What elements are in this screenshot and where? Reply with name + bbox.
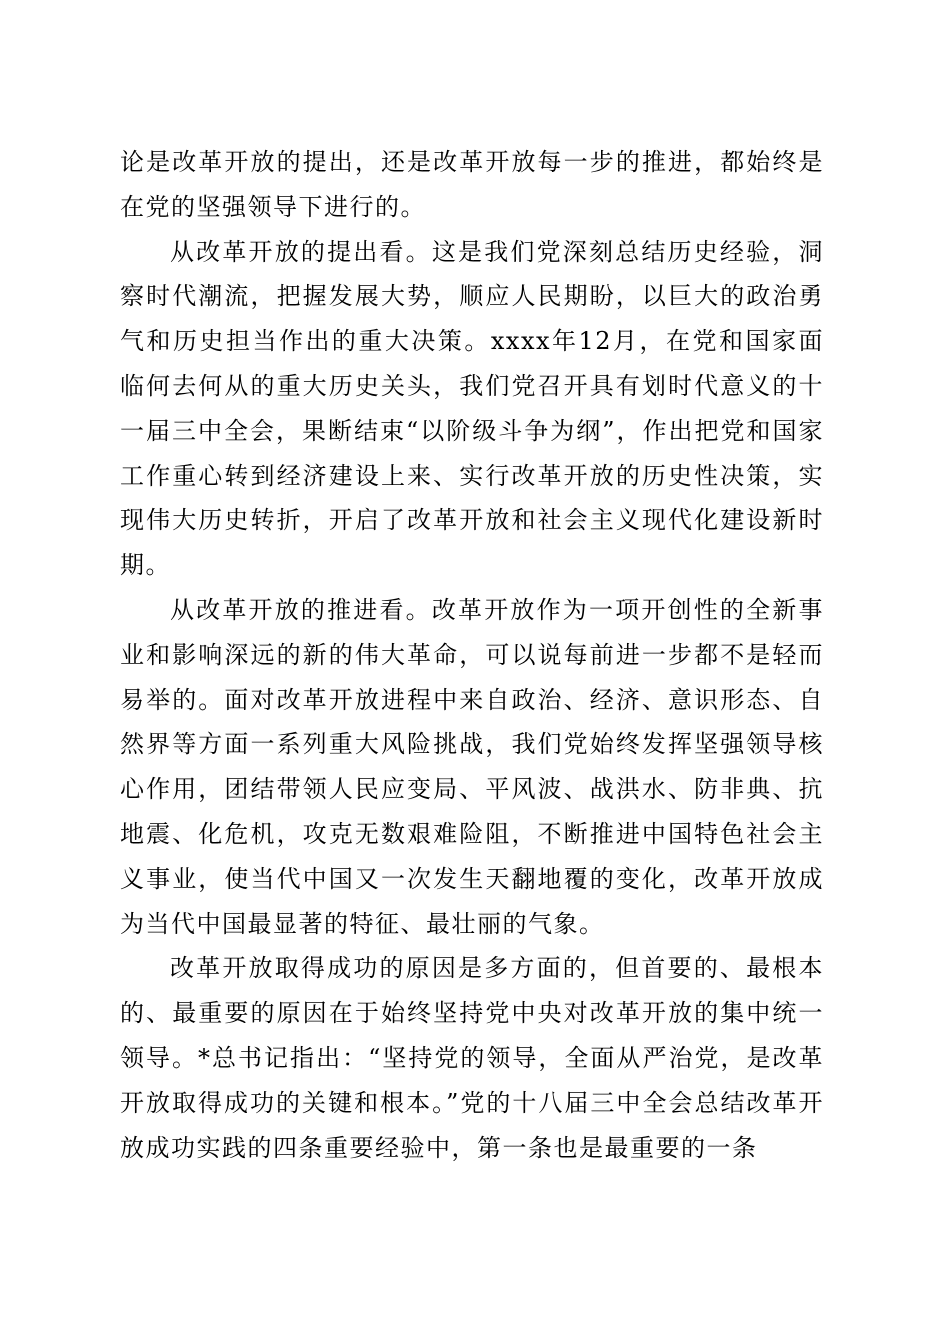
paragraph-reform-progress: 从改革开放的推进看。改革开放作为一项开创性的全新事业和影响深远的新的伟大革命，可以说每前进一步都不是轻而易举的。面对改革开放进程中来自政治、经济、意识形态、自然界等方面一系列重大风险挑战，我们党始终发挥坚强领导核心作用，团结带领人民应变局、平风波、战洪水、防非典、抗地震、化危机，攻克无数艰难险阻，不断推进中国特色社会主义事业，使当代中国又一次发生天翻地覆的变化，改革开放成为当代中国最显著的特征、最壮丽的气象。 [120,595,824,938]
paragraph-reform-success: 改革开放取得成功的原因是多方面的，但首要的、最根本的、最重要的原因在于始终坚持党中央对改革开放的集中统一领导。*总书记指出：“坚持党的领导，全面从严治党，是改革开放取得成功的关键和根本。”党的十八届三中全会总结改革开放成功实践的四条重要经验中，第一条也是最重要的一条 [120,954,824,1162]
paragraph-continuation: 论是改革开放的提出，还是改革开放每一步的推进，都始终是在党的坚强领导下进行的。 [120,148,824,221]
paragraph-reform-proposal: 从改革开放的提出看。这是我们党深刻总结历史经验，洞察时代潮流，把握发展大势，顺应人民期盼，以巨大的政治勇气和历史担当作出的重大决策。xxxx年12月，在党和国家面临何去何从的重大历史关头，我们党召开具有划时代意义的十一届三中全会，果断结束“以阶级斗争为纲”，作出把党和国家工作重心转到经济建设上来、实行改革开放的历史性决策，实现伟大历史转折，开启了改革开放和社会主义现代化建设新时期。 [120,237,824,580]
document-body [120,140,824,1170]
